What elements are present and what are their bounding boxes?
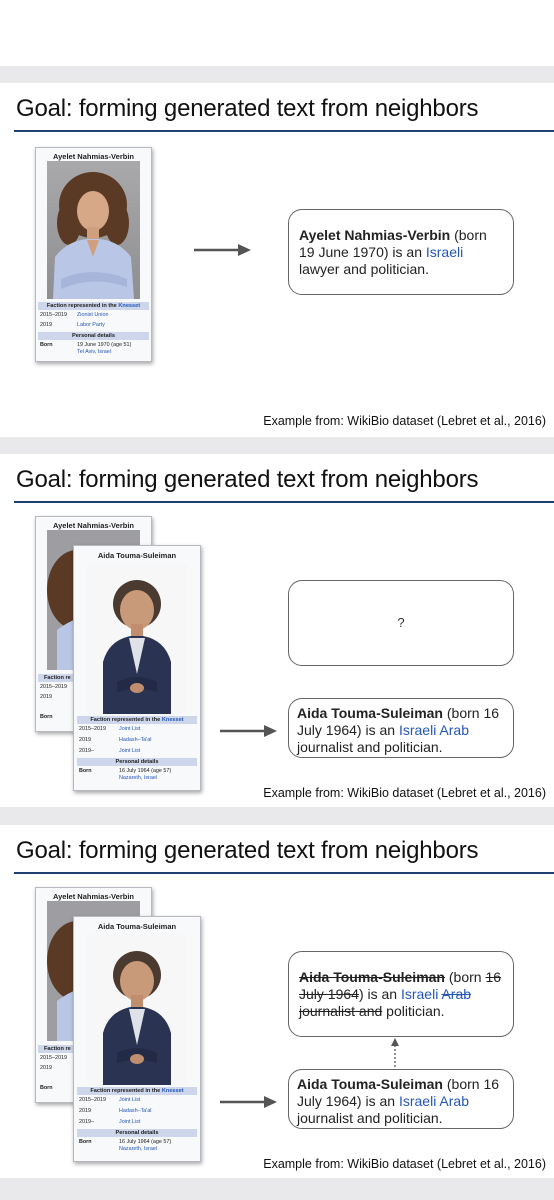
row-value-2[interactable] bbox=[119, 737, 152, 744]
faction-label: Faction represented in the bbox=[90, 717, 162, 723]
title-rule bbox=[14, 872, 554, 874]
bio-text: (born 16 July 1964) is an bbox=[297, 705, 500, 738]
slide-3 bbox=[0, 825, 554, 1178]
template-text-box bbox=[288, 951, 514, 1037]
row-years-1: 2015–2019 bbox=[40, 1055, 67, 1061]
infobox-card bbox=[35, 147, 152, 362]
place-link[interactable]: Nazareth, Israel bbox=[119, 1146, 158, 1152]
row-years-3: 2019– bbox=[79, 748, 94, 754]
bio-text: lawyer and politician. bbox=[299, 261, 429, 277]
unknown-text-box bbox=[288, 580, 514, 666]
born-label: Born bbox=[40, 714, 53, 720]
personal-header: Personal details bbox=[77, 1129, 197, 1137]
slide-1 bbox=[0, 83, 554, 437]
row-link[interactable]: Joint List bbox=[119, 1097, 141, 1103]
born-place[interactable] bbox=[77, 349, 111, 356]
bio-text: ) is an bbox=[358, 986, 401, 1002]
slide-footer: Example from: WikiBio dataset (Lebret et al., 2016) bbox=[263, 786, 546, 800]
slide-title: Goal: forming generated text from neighbors bbox=[16, 466, 479, 493]
row-value-1[interactable] bbox=[119, 1097, 140, 1104]
faction-header: Faction re bbox=[38, 1045, 80, 1053]
slide-title: Goal: forming generated text from neighbors bbox=[16, 837, 479, 864]
infobox-name: Aida Touma-Suleiman bbox=[97, 922, 177, 931]
arrow-right-icon bbox=[220, 1096, 278, 1108]
row-value-1[interactable] bbox=[119, 726, 140, 733]
faction-label: Faction represented in the bbox=[90, 1088, 162, 1094]
row-value-2[interactable] bbox=[77, 322, 105, 329]
born-label: Born bbox=[40, 1085, 53, 1091]
bio-name: Aida Touma-Suleiman bbox=[297, 1076, 443, 1092]
bio-text: (born bbox=[444, 969, 486, 985]
row-years-1: 2015–2019 bbox=[79, 1097, 106, 1103]
bio-text: politician. bbox=[382, 1003, 445, 1019]
infobox-name: Ayelet Nahmias-Verbin bbox=[52, 521, 134, 530]
row-link[interactable]: Hadash–Ta'al bbox=[119, 1108, 152, 1114]
place-link[interactable]: Nazareth, Israel bbox=[119, 775, 158, 781]
struck-words: journalist and bbox=[299, 1003, 383, 1019]
bio-text: (born 19 June 1970) is an bbox=[299, 227, 487, 260]
row-years-2: 2019 bbox=[40, 322, 52, 328]
bio-link[interactable]: Israeli bbox=[425, 244, 464, 260]
title-rule bbox=[14, 130, 554, 132]
neighbor-text-box bbox=[288, 1069, 514, 1129]
bio-link[interactable]: Israeli bbox=[400, 986, 439, 1002]
row-link[interactable]: Joint List bbox=[119, 748, 141, 754]
bio-link[interactable]: Israeli Arab bbox=[398, 1093, 469, 1109]
row-years-2: 2019 bbox=[40, 1065, 52, 1071]
personal-header: Personal details bbox=[38, 332, 149, 340]
born-label: Born bbox=[40, 342, 53, 348]
neighbor-text-box bbox=[288, 698, 514, 758]
title-rule bbox=[14, 501, 554, 503]
row-years-1: 2015–2019 bbox=[40, 684, 67, 690]
infobox-name: Aida Touma-Suleiman bbox=[97, 551, 177, 560]
portrait-photo bbox=[47, 161, 140, 299]
infobox-card bbox=[73, 916, 201, 1162]
row-link[interactable]: Zionist Union bbox=[77, 312, 109, 318]
born-place[interactable] bbox=[119, 1146, 157, 1153]
faction-header bbox=[38, 302, 149, 310]
place-link[interactable]: Tel Aviv, Israel bbox=[77, 349, 111, 355]
slide-footer: Example from: WikiBio dataset (Lebret et al., 2016) bbox=[263, 414, 546, 428]
bio-text: journalist and politician. bbox=[297, 739, 443, 755]
row-value-1[interactable] bbox=[77, 312, 108, 319]
dotted-arrow-up-icon bbox=[389, 1037, 401, 1067]
row-link[interactable]: Hadash–Ta'al bbox=[119, 737, 152, 743]
faction-header: Faction re bbox=[38, 674, 80, 682]
knesset-link[interactable]: Knesset bbox=[161, 1088, 184, 1094]
row-link[interactable]: Joint List bbox=[119, 726, 141, 732]
slide-footer: Example from: WikiBio dataset (Lebret et al., 2016) bbox=[263, 1157, 546, 1171]
struck-name: Aida Touma-Suleiman bbox=[299, 969, 445, 985]
faction-label: Faction represented in the bbox=[46, 303, 119, 309]
knesset-link[interactable]: Knesset bbox=[118, 303, 141, 309]
bio-text: journalist and politician. bbox=[297, 1110, 443, 1126]
born-value: 16 July 1964 (age 57) bbox=[119, 768, 172, 774]
arrow-right-icon bbox=[194, 244, 252, 256]
struck-link: Arab bbox=[441, 986, 472, 1002]
row-years-2: 2019 bbox=[40, 694, 52, 700]
row-value-2[interactable] bbox=[119, 1108, 152, 1115]
born-place[interactable] bbox=[119, 775, 157, 782]
row-years-1: 2015–2019 bbox=[79, 726, 106, 732]
arrow-right-icon bbox=[220, 725, 278, 737]
born-value: 19 June 1970 (age 51) bbox=[77, 342, 132, 348]
row-years-2: 2019 bbox=[79, 1108, 91, 1114]
row-link[interactable]: Labor Party bbox=[77, 322, 105, 328]
slide-title: Goal: forming generated text from neighbors bbox=[16, 95, 479, 122]
generated-text-box bbox=[288, 209, 514, 295]
top-bar bbox=[0, 0, 554, 66]
personal-header: Personal details bbox=[77, 758, 197, 766]
born-value: 16 July 1964 (age 57) bbox=[119, 1139, 172, 1145]
portrait-photo bbox=[87, 935, 187, 1085]
row-link[interactable]: Joint List bbox=[119, 1119, 141, 1125]
row-value-3[interactable] bbox=[119, 748, 140, 755]
born-label: Born bbox=[79, 1139, 92, 1145]
born-label: Born bbox=[79, 768, 92, 774]
row-years-3: 2019– bbox=[79, 1119, 94, 1125]
faction-header bbox=[77, 716, 197, 724]
slide-2 bbox=[0, 454, 554, 807]
bio-name: Aida Touma-Suleiman bbox=[297, 705, 443, 721]
row-years-2: 2019 bbox=[79, 737, 91, 743]
struck-date: July 1964 bbox=[299, 986, 359, 1002]
bio-text: (born 16 July 1964) is an bbox=[297, 1076, 500, 1109]
infobox-name: Ayelet Nahmias-Verbin bbox=[52, 892, 134, 901]
knesset-link[interactable]: Knesset bbox=[161, 717, 184, 723]
bio-link[interactable]: Israeli Arab bbox=[398, 722, 469, 738]
row-years-1: 2015–2019 bbox=[40, 312, 67, 318]
row-value-3[interactable] bbox=[119, 1119, 140, 1126]
faction-header bbox=[77, 1087, 197, 1095]
infobox-card bbox=[73, 545, 201, 791]
portrait-photo bbox=[87, 564, 187, 714]
question-mark: ? bbox=[397, 615, 405, 630]
infobox-name: Ayelet Nahmias-Verbin bbox=[52, 152, 134, 161]
bio-name: Ayelet Nahmias-Verbin bbox=[299, 227, 451, 243]
struck-day: 16 bbox=[485, 969, 502, 985]
